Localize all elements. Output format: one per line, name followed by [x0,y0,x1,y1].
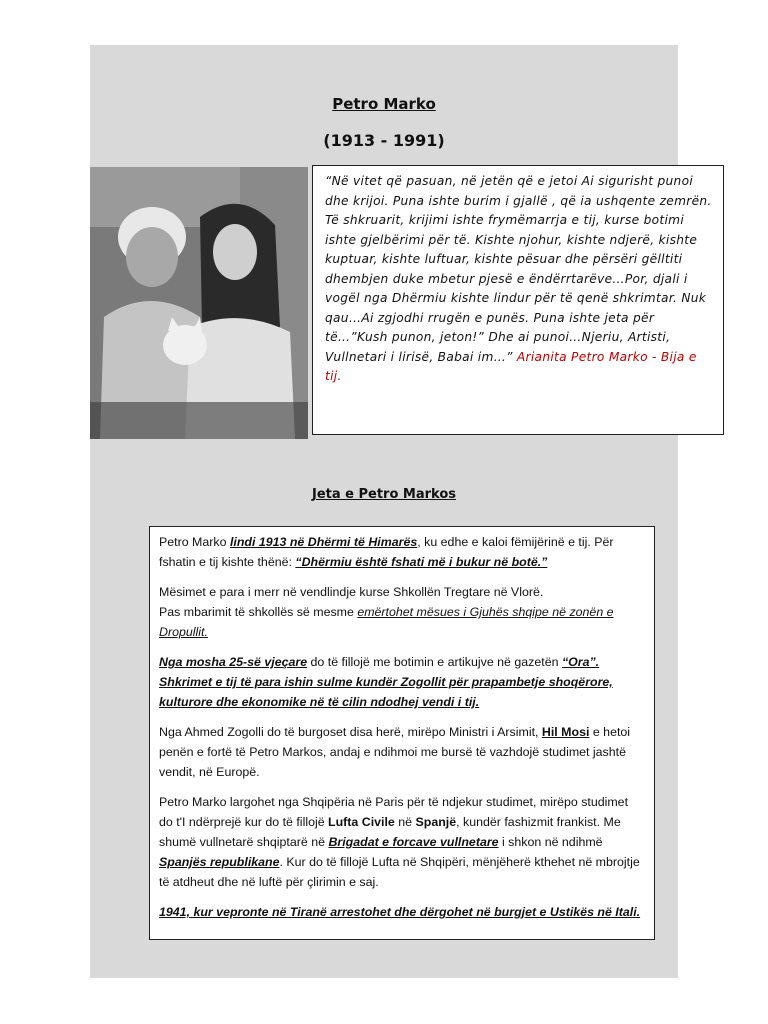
text: Petro Marko [159,535,230,549]
bio-paragraph-2 [159,582,645,642]
bio-paragraph-1 [159,532,645,572]
page-title: Petro Marko [332,95,436,113]
civil-war: Lufta Civile [328,815,395,829]
republican-spain: Spanjës republikane [159,855,280,869]
brigades: Brigadat e forcave vullnetare [328,835,499,849]
life-years: (1913 - 1991) [323,131,445,150]
arrest-info: 1941, kur vepronte në Tiranë arrestohet dhe dërgohet në burgjet e Ustikës në Itali. [159,905,641,919]
quote-box [312,165,724,435]
text: Petro Marko largohet nga Shqipëria në Paris për të ndjekur studimet, mirëpo studimet do t'I ndërprejë kur do të fillojë [159,795,629,829]
text: , ku edhe e kaloi fëmijërinë e tij. Për fshatin e tij kishte thënë: [159,535,614,569]
biography-box [149,526,655,940]
minister-name: Hil Mosi [541,725,590,739]
bio-paragraph-6 [159,902,645,922]
text: Nga Ahmed Zogolli do të burgoset disa herë, mirëpo Ministri i Arsimit, [159,725,542,739]
teacher-info: emërtohet mësues i Gjuhës shqipe në zonën e Dropullit. [159,605,614,639]
bio-paragraph-3 [159,652,645,712]
bio-paragraph-4 [159,722,645,782]
newspaper-name: “Ora”. [561,655,600,669]
quote-text: “Në vitet që pasuan, në jetën që e jetoi Ai sigurisht punoi dhe krijoi. Puna ishte burim i gjallë , që ia ushqente zemrën. Të shkruarit, krijimi ishte frymëmarrja e tij, kurse botimi ishte gjelbërimi për të. Kishte njohur, kishte ndjerë, kishte kuptuar, kishte luftuar, kishte pësuar dhe përsëri gëlltiti dhembjen duke mbetur pjesë e ëndërrtarëve…Por, djali i vogël nga Dhërmiu kishte lindur për të qenë shkrimtar. Nuk qau…Ai zgjodhi rrugën e punës. Puna ishte jeta për të…”Kush punon, jeton!” Dhe ai punoi…Njeriu, Artisti, Vullnetari i lirisë, Babai im…” [325,174,712,364]
text: Pas mbarimit të shkollës së mesme [159,605,358,619]
bio-paragraph-5 [159,792,645,892]
section-title: Jeta e Petro Markos [311,487,457,502]
text: në [394,815,416,829]
text: , kundër fashizmit frankist. Me shumë vullnetarë shqiptarë në [159,815,621,849]
quote-attribution: Arianita Petro Marko - Bija e tij. [325,349,697,383]
quote-dhermi: “Dhërmiu është fshati më i bukur në botë.” [295,555,548,569]
writings-info: Shkrimet e tij të para ishin sulme kundër Zogollit për prapambetje shoqërore, kulturore dhe ekonomike në të cilin ndodhej vendi i tij. [159,675,613,709]
text: Mësimet e para i merr në vendlindje kurse Shkollën Tregtare në Vlorë. [159,585,544,599]
text: i shkon në ndihmë [498,835,603,849]
document-page [90,45,712,978]
birth-info: lindi 1913 në Dhërmi të Himarës [229,535,418,549]
spain: Spanjë [415,815,457,829]
text: do të fillojë me botimin e artikujve në gazetën [307,655,562,669]
age-info: Nga mosha 25-së vjeçare [159,655,308,669]
portrait-photo [90,167,308,439]
text: e hetoi penën e fortë të Petro Markos, andaj e ndihmoi me bursë të vazhdojë studimet jashtë vendit, në Europë. [159,725,631,779]
text: . Kur do të fillojë Lufta në Shqipëri, mënjëherë kthehet në mbrojtje të atdheut dhe në luftë për çlirimin e saj. [159,855,640,889]
